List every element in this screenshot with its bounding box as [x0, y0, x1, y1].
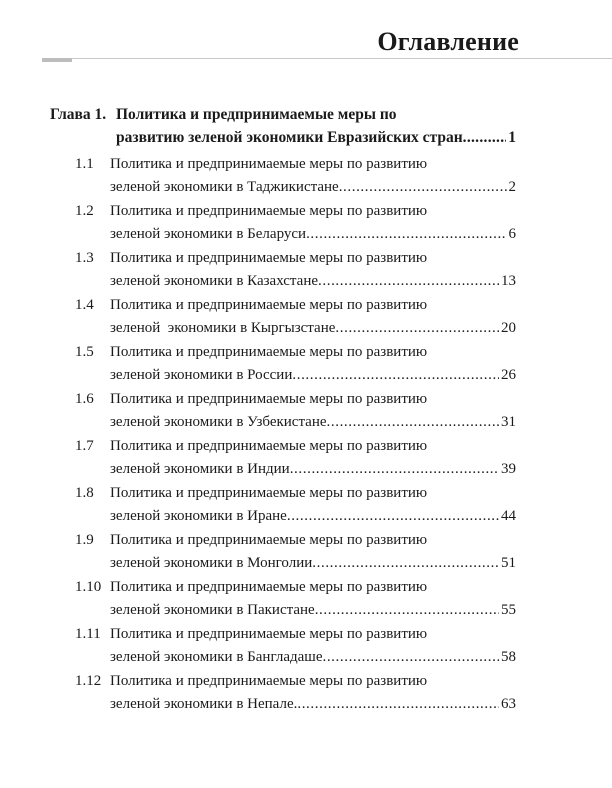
- entry-title-line1: Политика и предпринимаемые меры по развитию: [110, 156, 428, 172]
- entry-title-line2: зеленой экономики в Таджикистане: [110, 179, 339, 195]
- entry-number: 1.12: [75, 673, 102, 689]
- entry-title-line1: Политика и предпринимаемые меры по развитию: [110, 203, 428, 219]
- dot-leader: [292, 364, 499, 387]
- header-rule: [42, 58, 612, 59]
- toc-entry[interactable]: [75, 670, 516, 717]
- entry-title-line1: Политика и предпринимаемые меры по развитию: [110, 485, 428, 501]
- chapter-title-line2: развитию зеленой экономики Евразийских стран: [116, 129, 463, 146]
- dot-leader: [312, 552, 499, 575]
- entry-page-number: 51: [501, 555, 516, 571]
- dot-leader: [290, 458, 499, 481]
- entry-title-line1: Политика и предпринимаемые меры по развитию: [110, 673, 428, 689]
- chapter-title-line1: Политика и предпринимаемые меры по: [116, 106, 397, 123]
- dot-leader: [339, 176, 507, 199]
- toc-entry[interactable]: [75, 529, 516, 576]
- toc-entry[interactable]: [75, 247, 516, 294]
- toc-entry[interactable]: [75, 294, 516, 341]
- dot-leader: [335, 317, 499, 340]
- toc-list: [75, 153, 516, 717]
- entry-page-number: 39: [501, 461, 516, 477]
- entry-title-line2: зеленой экономики в Монголии: [110, 555, 313, 571]
- entry-title-line1: Политика и предпринимаемые меры по развитию: [110, 438, 428, 454]
- dot-leader: [306, 223, 506, 246]
- toc-entry[interactable]: [75, 388, 516, 435]
- entry-title-line1: Политика и предпринимаемые меры по развитию: [110, 532, 428, 548]
- entry-title-line1: Политика и предпринимаемые меры по развитию: [110, 579, 428, 595]
- entry-title-line2: зеленой экономики в Бангладаше: [110, 649, 323, 665]
- toc-entry[interactable]: [75, 623, 516, 670]
- chapter-label: Глава 1.: [50, 106, 107, 123]
- toc-entry[interactable]: [75, 482, 516, 529]
- entry-number: 1.7: [75, 438, 94, 454]
- entry-number: 1.5: [75, 344, 94, 360]
- toc-chapter-1[interactable]: [50, 103, 516, 149]
- entry-title-line2: зеленой экономики в Непале.: [110, 696, 298, 712]
- entry-page-number: 44: [501, 508, 516, 524]
- toc-entry[interactable]: [75, 576, 516, 623]
- chapter-page-number: 1: [508, 129, 516, 146]
- entry-number: 1.8: [75, 485, 94, 501]
- entry-page-number: 2: [508, 179, 516, 195]
- entry-number: 1.6: [75, 391, 94, 407]
- dot-leader: [315, 599, 499, 622]
- page-title: Оглавление: [377, 27, 519, 56]
- toc-entry[interactable]: [75, 341, 516, 388]
- entry-page-number: 63: [501, 696, 516, 712]
- entry-page-number: 20: [501, 320, 516, 336]
- dot-leader: [318, 270, 499, 293]
- entry-number: 1.11: [75, 626, 101, 642]
- entry-title-line1: Политика и предпринимаемые меры по развитию: [110, 344, 428, 360]
- entry-title-line1: Политика и предпринимаемые меры по развитию: [110, 297, 428, 313]
- toc-entry[interactable]: [75, 200, 516, 247]
- entry-title-line2: зеленой экономики в Иране: [110, 508, 287, 524]
- entry-title-line1: Политика и предпринимаемые меры по развитию: [110, 391, 428, 407]
- dot-leader: [287, 505, 499, 528]
- entry-page-number: 13: [501, 273, 516, 289]
- dot-leader: [322, 646, 499, 669]
- dot-leader: [463, 126, 507, 149]
- entry-page-number: 55: [501, 602, 516, 618]
- entry-page-number: 31: [501, 414, 516, 430]
- entry-page-number: 6: [508, 226, 516, 242]
- entry-title-line1: Политика и предпринимаемые меры по развитию: [110, 626, 428, 642]
- entry-number: 1.1: [75, 156, 94, 172]
- entry-title-line2: зеленой экономики в Беларуси: [110, 226, 307, 242]
- entry-number: 1.3: [75, 250, 94, 266]
- entry-title-line2: зеленой экономики в Кыргызстане: [110, 320, 336, 336]
- toc-entry[interactable]: [75, 435, 516, 482]
- dot-leader: [297, 693, 499, 716]
- entry-title-line2: зеленой экономики в Узбекистане: [110, 414, 327, 430]
- header-rule-tab: [42, 58, 72, 62]
- entry-title-line2: зеленой экономики в России: [110, 367, 293, 383]
- entry-page-number: 26: [501, 367, 516, 383]
- entry-number: 1.10: [75, 579, 102, 595]
- entry-number: 1.9: [75, 532, 94, 548]
- entry-title-line1: Политика и предпринимаемые меры по развитию: [110, 250, 428, 266]
- entry-title-line2: зеленой экономики в Пакистане: [110, 602, 315, 618]
- dot-leader: [327, 411, 499, 434]
- toc-entry[interactable]: [75, 153, 516, 200]
- entry-title-line2: зеленой экономики в Индии: [110, 461, 290, 477]
- entry-number: 1.2: [75, 203, 94, 219]
- entry-number: 1.4: [75, 297, 94, 313]
- entry-title-line2: зеленой экономики в Казахстане: [110, 273, 319, 289]
- entry-page-number: 58: [501, 649, 516, 665]
